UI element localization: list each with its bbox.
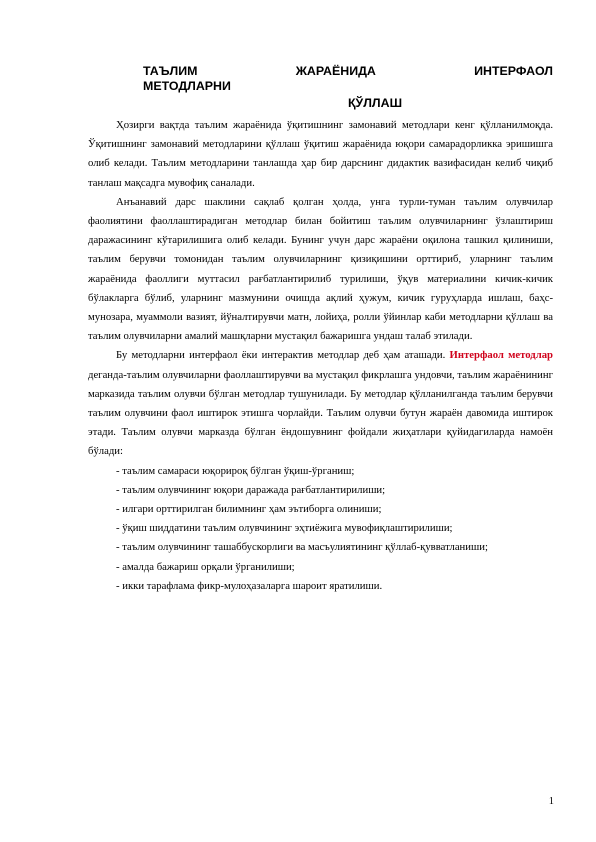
list-item: - ўқиш шиддатини таълим олувчининг эҳтиёжига мувофиқлаштирилиши;	[116, 522, 453, 535]
list-item: - илгари орттирилган билимнинг ҳам эътиборга олиниши;	[116, 503, 382, 516]
title-word-1: ТАЪЛИМ	[143, 64, 198, 78]
list-item: - икки тарафлама фикр-мулоҳазаларга шароит яратилиши.	[116, 579, 383, 592]
title-word-3: ИНТЕРФАОЛ	[474, 64, 553, 78]
title-word-2: ЖАРАЁНИДА	[295, 64, 376, 78]
paragraph-2: Анъанавий дарс шаклини сақлаб қолган ҳолда, унга турли-туман таълим олувчилар фаолиятини фаоллаштирадиган методлар билан бойитиш таълим олувчиларнинг ўзлаштириш даражасининг кўтарилишига олиб келади. Бунинг учун дарс жараёни оқилона ташкил қилиниши, таълим берувчи томонидан таълим олувчиларнинг қизиқишини орттириб, уларнинг таълим жараёнида фаоллиги муттасил рағбатлантирилиб турилиши, ўқув материалини кичик-кичик бўлакларга бўлиб, уларнинг мазмунини очишда ақлий ҳужум, кичик гуруҳларда ишлаш, баҳс-мунозара, муаммоли вазият, йўналтирувчи матн, лойиҳа, ролли ўйинлар каби методларни қўллаш ва таълим олувчиларни амалий машқларни мустақил бажаришга ундаш талаб этилади.	[88, 195, 553, 343]
list-item: - амалда бажариш орқали ўрганилиши;	[116, 560, 295, 573]
title-line-3	[143, 96, 553, 111]
paragraph-3-rest: деганда-таълим олувчиларни фаоллаштирувчи ва мустақил фикрлашга ундовчи, таълим жараёнининг марказида таълим олувчи бўлган методлар тушунилади. Бу методлар қўлланилганда таълим берувчи таълим олувчини фаол иштирок этишга чорлайди. Таълим олувчи бутун жараён давомида иштирок этади. Таълим олувчи марказда бўлган ёндошувнинг фойдали жиҳатлари қуйидагиларда намоён бўлади:	[88, 368, 553, 458]
page-number: 1	[548, 796, 554, 807]
title-line-3-text: ҚЎЛЛАШ	[347, 96, 403, 110]
list-item: - таълим олувчининг юқори даражада рағбатлантирилиши;	[116, 483, 386, 496]
benefits-list	[88, 462, 553, 596]
paragraph-3	[88, 346, 553, 461]
list-item: - таълим самараси юқорироқ бўлган ўқиш-ўрганиш;	[116, 464, 355, 477]
paragraph-3-start: Бу методларни интерфаол ёки интерактив методлар деб ҳам аташади.	[116, 349, 450, 362]
body-text	[88, 116, 553, 596]
title-line-2: МЕТОДЛАРНИ	[143, 79, 231, 93]
list-item: - таълим олувчининг ташаббускорлиги ва масъулиятининг қўллаб-қувватланиши;	[116, 541, 488, 554]
paragraph-1: Ҳозирги вақтда таълим жараёнида ўқитишнинг замонавий методлари кенг қўлланилмоқда. Ўқитишнинг замонавий методларини қўллаш ўқитиш жараёнида юқори самарадорликка эришишга олиб келади. Таълим методларини танлашда ҳар бир дарснинг дидактик вазифасидан келиб чиқиб танлаш мақсадга мувофиқ саналади.	[88, 119, 553, 189]
title-line-1	[143, 64, 553, 79]
highlighted-term: Интерфаол методлар	[449, 349, 553, 362]
